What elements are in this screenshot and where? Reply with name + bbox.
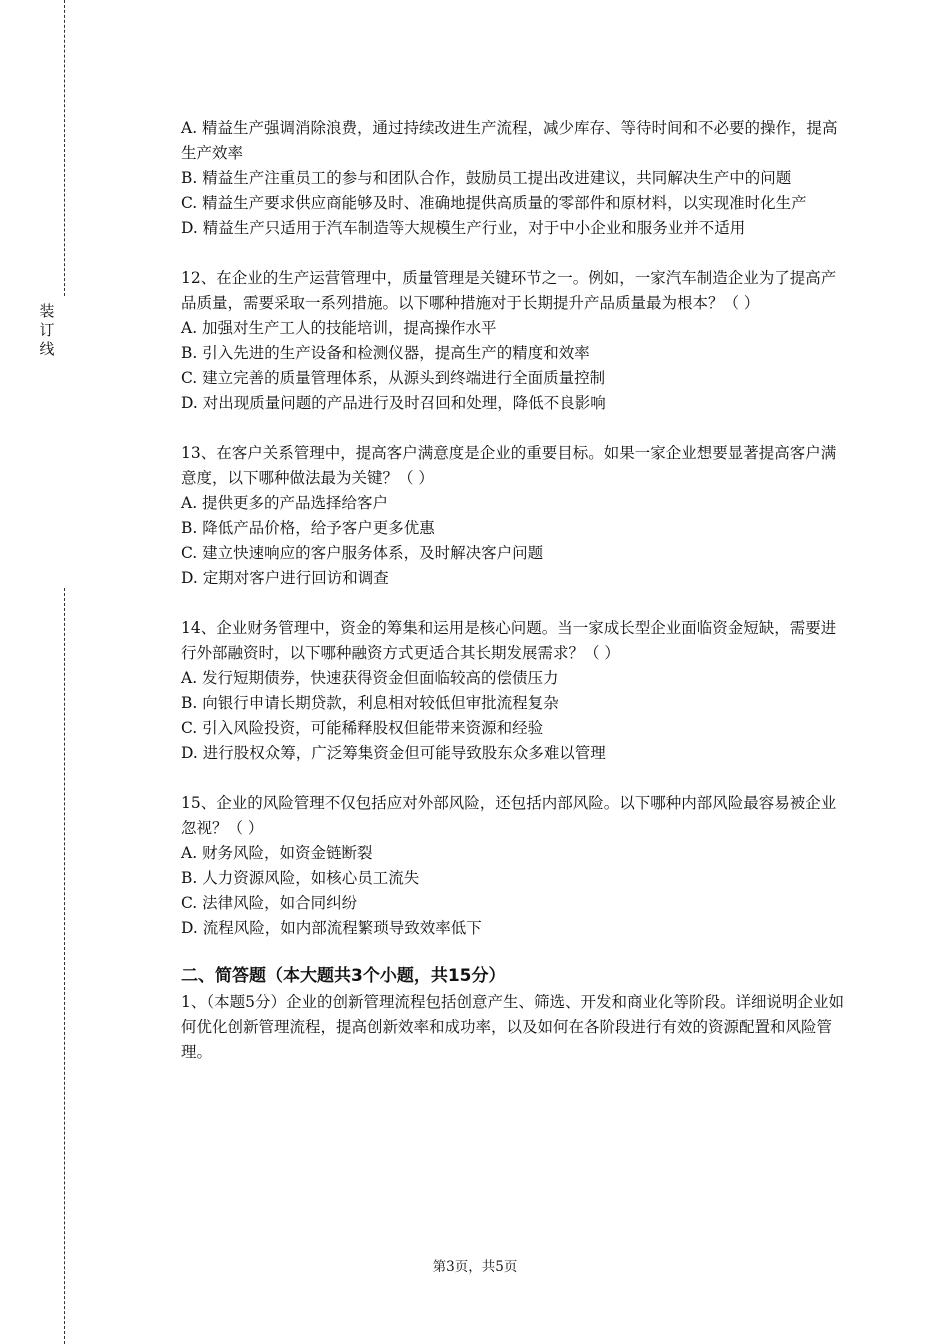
page-footer: 第3页，共5页 (432, 1259, 518, 1275)
question-13-stem: 13、在客户关系管理中，提高客户满意度是企业的重要目标。如果一家企业想要显著提高客户满意度，以下哪种做法最为关键？（ ） (181, 444, 837, 487)
question-11-option-b: B. 精益生产注重员工的参与和团队合作，鼓励员工提出改进建议，共同解决生产中的问题 (181, 169, 792, 187)
short-answer-question-1: 1、（本题5分）企业的创新管理流程包括创意产生、筛选、开发和商业化等阶段。详细说明企业如何优化创新管理流程，提高创新效率和成功率，以及如何在各阶段进行有效的资源配置和风险管理。 (181, 993, 844, 1061)
question-14-stem: 14、企业财务管理中，资金的筹集和运用是核心问题。当一家成长型企业面临资金短缺，需要进行外部融资时，以下哪种融资方式更适合其长期发展需求？（ ） (181, 619, 837, 662)
question-14-option-b: B. 向银行申请长期贷款，利息相对较低但审批流程复杂 (181, 694, 559, 712)
binding-line-top (64, 0, 65, 296)
binding-char-xian: 线 (39, 340, 55, 358)
question-15-option-a: A. 财务风险，如资金链断裂 (181, 844, 373, 862)
question-15-option-b: B. 人力资源风险，如核心员工流失 (181, 869, 420, 887)
question-14-option-a: A. 发行短期债券，快速获得资金但面临较高的偿债压力 (181, 669, 559, 687)
question-11-option-d: D. 精益生产只适用于汽车制造等大规模生产行业，对于中小企业和服务业并不适用 (181, 219, 746, 237)
question-11-option-c: C. 精益生产要求供应商能够及时、准确地提供高质量的零部件和原材料，以实现准时化生产 (181, 194, 807, 212)
section-2-heading: 二、简答题（本大题共3个小题，共15分） (181, 966, 506, 986)
question-14 (181, 616, 849, 766)
question-12 (181, 266, 849, 416)
question-13-option-d: D. 定期对客户进行回访和调查 (181, 569, 389, 587)
question-15-option-d: D. 流程风险，如内部流程繁琐导致效率低下 (181, 919, 482, 937)
question-11-option-a: A. 精益生产强调消除浪费，通过持续改进生产流程，减少库存、等待时间和不必要的操作，提高生产效率 (181, 119, 838, 162)
question-12-option-c: C. 建立完善的质量管理体系，从源头到终端进行全面质量控制 (181, 369, 606, 387)
question-13-option-c: C. 建立快速响应的客户服务体系，及时解决客户问题 (181, 544, 544, 562)
question-12-option-d: D. 对出现质量问题的产品进行及时召回和处理，降低不良影响 (181, 394, 606, 412)
question-15-stem: 15、企业的风险管理不仅包括应对外部风险，还包括内部风险。以下哪种内部风险最容易被企业忽视？（ ） (181, 794, 837, 837)
binding-char-ding: 订 (39, 321, 55, 339)
question-12-option-a: A. 加强对生产工人的技能培训，提高操作水平 (181, 319, 497, 337)
binding-char-zhuang: 装 (39, 302, 55, 320)
question-14-option-c: C. 引入风险投资，可能稀释股权但能带来资源和经验 (181, 719, 544, 737)
question-11-options (181, 116, 849, 241)
question-13 (181, 441, 849, 591)
question-12-option-b: B. 引入先进的生产设备和检测仪器，提高生产的精度和效率 (181, 344, 590, 362)
page-content (181, 116, 849, 1065)
question-13-option-b: B. 降低产品价格，给予客户更多优惠 (181, 519, 435, 537)
binding-line-bottom (64, 588, 65, 1344)
question-14-option-d: D. 进行股权众筹，广泛筹集资金但可能导致股东众多难以管理 (181, 744, 606, 762)
question-15-option-c: C. 法律风险，如合同纠纷 (181, 894, 358, 912)
question-15 (181, 791, 849, 941)
question-13-option-a: A. 提供更多的产品选择给客户 (181, 494, 389, 512)
binding-label (36, 302, 58, 359)
question-12-stem: 12、在企业的生产运营管理中，质量管理是关键环节之一。例如，一家汽车制造企业为了提高产品质量，需要采取一系列措施。以下哪种措施对于长期提升产品质量最为根本？（ ） (181, 269, 837, 312)
